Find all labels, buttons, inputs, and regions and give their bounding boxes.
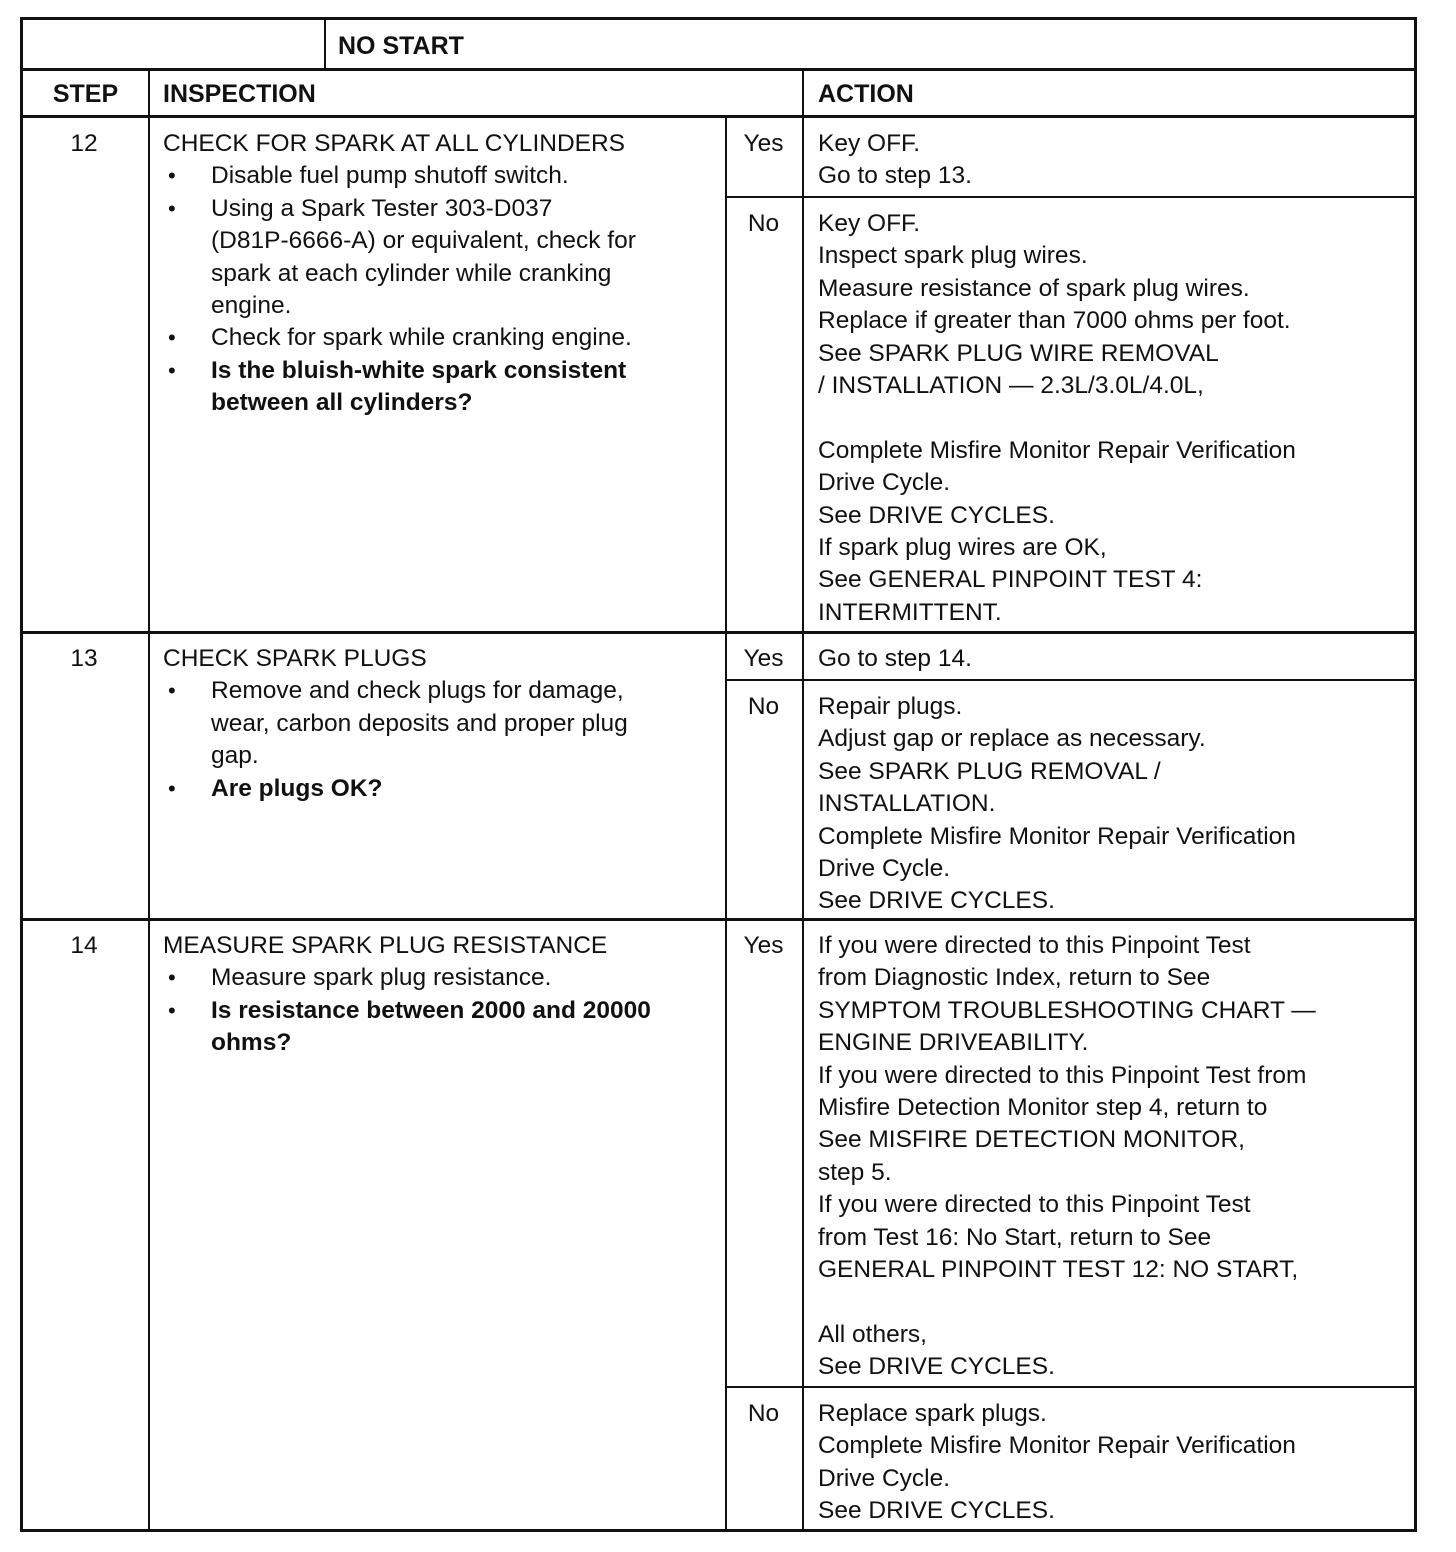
- action-text: Adjust gap or replace as necessary.: [818, 725, 1206, 753]
- action-text: Measure resistance of spark plug wires.: [818, 274, 1250, 302]
- row-divider: [20, 631, 1416, 634]
- action-text: from Diagnostic Index, return to See: [818, 964, 1211, 992]
- inspection-text: Check for spark while cranking engine.: [211, 324, 632, 352]
- action-text: ENGINE DRIVEABILITY.: [818, 1029, 1089, 1057]
- inspection-heading: CHECK FOR SPARK AT ALL CYLINDERS: [163, 130, 626, 157]
- action-text: If you were directed to this Pinpoint Test: [818, 932, 1251, 959]
- action-text: Drive Cycle.: [818, 855, 951, 882]
- header-divider: [20, 115, 1416, 118]
- inspection-text: Measure spark plug resistance.: [211, 964, 552, 992]
- answer-divider: [725, 196, 1416, 198]
- action-text: See DRIVE CYCLES.: [818, 1353, 1055, 1381]
- answer-no: No: [747, 693, 780, 720]
- answer-yes: Yes: [743, 932, 784, 959]
- action-text: Drive Cycle.: [818, 1464, 951, 1492]
- inspection-text: engine.: [211, 292, 292, 319]
- inspection-text: ohms?: [211, 1029, 292, 1057]
- step-number: 14: [70, 932, 98, 959]
- action-text: Complete Misfire Monitor Repair Verification: [818, 1432, 1296, 1460]
- inspection-text: Disable fuel pump shutoff switch.: [211, 162, 569, 190]
- action-text: All others,: [818, 1320, 927, 1348]
- inspection-text: Is the bluish-white spark consistent: [211, 356, 627, 384]
- table-border-top: [20, 17, 1416, 20]
- action-text: See DRIVE CYCLES.: [818, 887, 1055, 915]
- action-text: See SPARK PLUG REMOVAL /: [818, 757, 1161, 785]
- action-text: Drive Cycle.: [818, 469, 951, 497]
- inspection-text: between all cylinders?: [211, 389, 473, 417]
- table-border-right: [1414, 17, 1417, 1532]
- action-text: See DRIVE CYCLES.: [818, 1497, 1055, 1525]
- action-text: Inspect spark plug wires.: [818, 242, 1088, 270]
- step-number: 13: [70, 645, 98, 672]
- row-divider: [20, 918, 1416, 921]
- bullet-icon: •: [168, 997, 176, 1023]
- answer-no: No: [747, 1400, 780, 1427]
- table-border-left: [20, 17, 23, 1532]
- title-divider: [20, 68, 1416, 71]
- action-text: If spark plug wires are OK,: [818, 534, 1107, 561]
- column-header-action: ACTION: [818, 80, 914, 108]
- action-text: If you were directed to this Pinpoint Test from: [818, 1061, 1307, 1089]
- column-header-step: STEP: [52, 80, 119, 108]
- answer-yes: Yes: [743, 130, 784, 157]
- action-text: from Test 16: No Start, return to See: [818, 1223, 1212, 1251]
- inspection-heading: CHECK SPARK PLUGS: [163, 645, 427, 672]
- inspection-text: Using a Spark Tester 303-D037: [211, 194, 553, 222]
- action-text: / INSTALLATION — 2.3L/3.0L/4.0L,: [818, 372, 1204, 399]
- answer-no: No: [747, 210, 780, 237]
- action-text: See SPARK PLUG WIRE REMOVAL: [818, 339, 1219, 367]
- action-text: Complete Misfire Monitor Repair Verification: [818, 436, 1296, 464]
- bullet-icon: •: [168, 163, 176, 189]
- action-text: step 5.: [818, 1158, 892, 1186]
- bullet-icon: •: [168, 775, 176, 801]
- action-text: Key OFF.: [818, 210, 921, 237]
- title-cell-divider: [324, 17, 326, 68]
- answer-yes: Yes: [743, 645, 784, 672]
- bullet-icon: •: [168, 357, 176, 383]
- step-column-divider: [148, 68, 150, 1530]
- column-header-inspection: INSPECTION: [163, 80, 316, 108]
- action-text: Replace if greater than 7000 ohms per foot.: [818, 307, 1291, 335]
- action-text: See MISFIRE DETECTION MONITOR,: [818, 1126, 1245, 1154]
- action-column-divider: [802, 68, 804, 1530]
- step-number: 12: [70, 130, 98, 157]
- inspection-text: spark at each cylinder while cranking: [211, 259, 612, 287]
- action-text: INTERMITTENT.: [818, 598, 1002, 626]
- action-text: INSTALLATION.: [818, 790, 996, 818]
- action-text: GENERAL PINPOINT TEST 12: NO START,: [818, 1256, 1299, 1283]
- action-text: Go to step 13.: [818, 162, 972, 190]
- action-text: Replace spark plugs.: [818, 1400, 1047, 1427]
- inspection-text: Is resistance between 2000 and 20000: [211, 996, 651, 1024]
- action-text: Repair plugs.: [818, 693, 963, 720]
- action-text: See DRIVE CYCLES.: [818, 501, 1055, 529]
- action-text: See GENERAL PINPOINT TEST 4:: [818, 566, 1203, 594]
- bullet-icon: •: [168, 965, 176, 991]
- answer-divider: [725, 679, 1416, 681]
- bullet-icon: •: [168, 678, 176, 704]
- inspection-heading: MEASURE SPARK PLUG RESISTANCE: [163, 932, 608, 959]
- inspection-text: wear, carbon deposits and proper plug: [211, 709, 628, 737]
- answer-column-divider: [725, 117, 727, 1530]
- action-text: Go to step 14.: [818, 645, 972, 672]
- table-title: NO START: [338, 32, 464, 60]
- table-border-bottom: [20, 1529, 1416, 1532]
- answer-divider: [725, 1386, 1416, 1388]
- bullet-icon: •: [168, 195, 176, 221]
- action-text: If you were directed to this Pinpoint Test: [818, 1191, 1251, 1219]
- action-text: Key OFF.: [818, 130, 921, 157]
- action-text: SYMPTOM TROUBLESHOOTING CHART —: [818, 996, 1316, 1024]
- inspection-text: (D81P-6666-A) or equivalent, check for: [211, 227, 636, 255]
- bullet-icon: •: [168, 325, 176, 351]
- inspection-text: Remove and check plugs for damage,: [211, 677, 624, 705]
- inspection-text: gap.: [211, 742, 259, 770]
- inspection-text: Are plugs OK?: [211, 774, 383, 802]
- action-text: Complete Misfire Monitor Repair Verification: [818, 822, 1296, 850]
- action-text: Misfire Detection Monitor step 4, return to: [818, 1094, 1268, 1121]
